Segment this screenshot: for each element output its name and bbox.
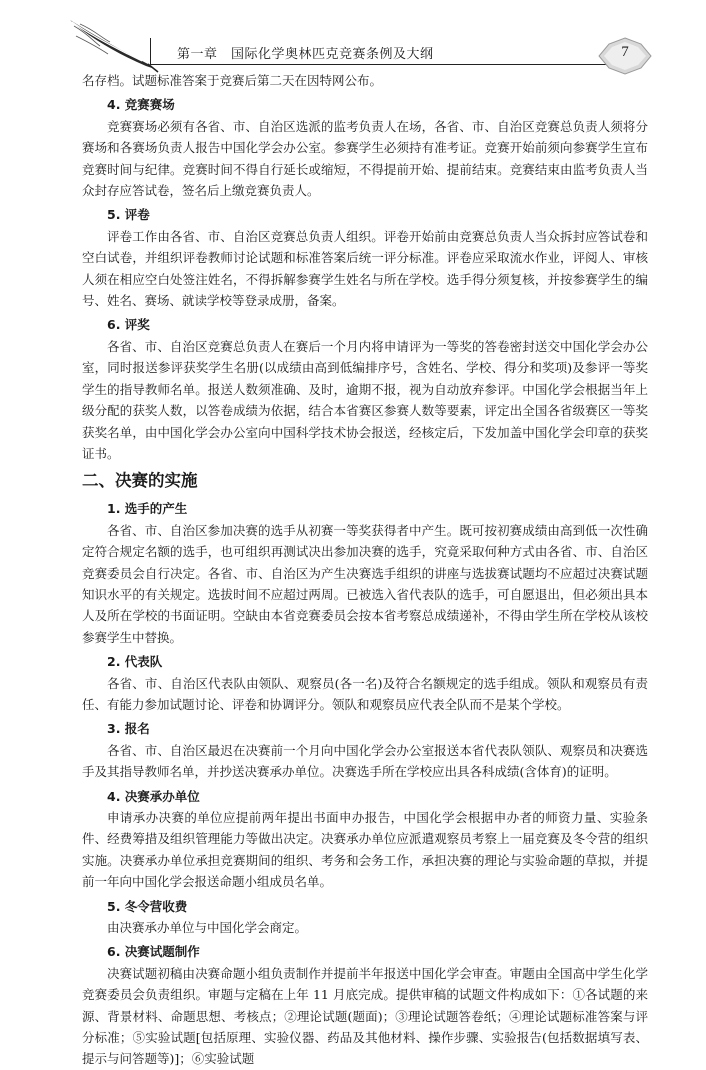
paragraph: 由决赛承办单位与中国化学会商定。 xyxy=(107,920,308,936)
page-number: 7 xyxy=(621,44,629,60)
paragraph: 竞赛赛场必须有各省、市、自治区选派的监考负责人在场，各省、市、自治区竞赛总负责人须将分赛场和各赛场负责人报告中国化学会办公室。参赛学生必须持有准考证。竞赛开始前须向参赛学生宣布竞赛时间与纪律。竞赛时间不得自行延长或缩短，不得提前开始、提前结束。竞赛结束由监考负责人当众封存应答试卷，签名后上缴竞赛负责人。 xyxy=(82,118,648,199)
subsection-heading: 6. 决赛试题制作 xyxy=(107,944,200,960)
subsection-heading: 2. 代表队 xyxy=(107,654,163,670)
paragraph: 评卷工作由各省、市、自治区竞赛总负责人组织。评卷开始前由竞赛总负责人当众拆封应答试卷和空白试卷，并组织评卷教师讨论试题和标准答案后统一评分标准。评卷应采取流水作业，评阅人、审核人须在相应空白处签注姓名，不得拆解参赛学生姓名与所在学校。选手得分须复核，并按参赛学生的编号、姓名、赛场、就读学校等登录成册，备案。 xyxy=(82,228,648,309)
paragraph: 各省、市、自治区参加决赛的选手从初赛一等奖获得者中产生。既可按初赛成绩由高到低一次性确定符合规定名额的选手，也可组织再测试决出参加决赛的选手，究竟采取何种方式由各省、市、自治区竞赛委员会自行决定。各省、市、自治区为产生决赛选手组织的讲座与选拔赛试题均不应超过决赛试题知识水平的有关规定。选拔时间不应超过两周。已被选入省代表队的选手，可自愿退出，但必须出具本人及所在学校的书面证明。空缺由本省竞赛委员会按本省考察总成绩递补，不得由学生所在学校从该校参赛学生中替换。 xyxy=(82,522,648,645)
header-rule xyxy=(150,64,618,65)
subsection-heading: 4. 决赛承办单位 xyxy=(107,788,200,804)
paragraph: 各省、市、自治区代表队由领队、观察员(各一名)及符合名额规定的选手组成。领队和观察员有责任、有能力参加试题讨论、评卷和协调评分。领队和观察员应代表全队而不是某个学校。 xyxy=(82,675,648,712)
quill-pen-icon xyxy=(62,16,162,74)
header-step-line xyxy=(150,38,157,64)
subsection-heading: 1. 选手的产生 xyxy=(107,501,188,517)
paragraph: 各省、市、自治区竞赛总负责人在赛后一个月内将申请评为一等奖的答卷密封送交中国化学会办公室，同时报送参评获奖学生名册(以成绩由高到低编排序号，含姓名、学校、得分和奖项)及参评一等奖学生的指导教师名单。报送人数须准确、及时，逾期不报，视为自动放弃参评。中国化学会根据当年上级分配的获奖人数，以答卷成绩为依据，结合本省赛区参赛人数等要素，评定出全国各省级赛区一等奖获奖名单，由中国化学会办公室向中国科学技术协会报送，经核定后，下发加盖中国化学会印章的获奖证书。 xyxy=(82,338,648,461)
chapter-title: 第一章 国际化学奥林匹克竞赛条例及大纲 xyxy=(177,47,434,62)
subsection-heading: 4. 竞赛赛场 xyxy=(107,97,175,113)
subsection-heading: 6. 评奖 xyxy=(107,317,150,333)
section-heading: 二、决赛的实施 xyxy=(82,471,198,491)
page-header xyxy=(0,0,706,75)
paragraph: 决赛试题初稿由决赛命题小组负责制作并提前半年报送中国化学会审查。审题由全国高中学生化学竞赛委员会负责组织。审题与定稿在上年 11 月底完成。提供审稿的试题文件构成如下：①各试题的来源、背景材料、命题思想、考核点；②理论试题(题面)；③理论试题答卷纸；④理论试题标准答案与评分标准；⑤实验试题[包括原理、实验仪器、药品及其他材料、操作步骤、实验报告(包括数据填写表、提示与问答题等)]；⑥实验试题 xyxy=(82,965,648,1067)
document-body xyxy=(82,70,648,1070)
subsection-heading: 5. 冬令营收费 xyxy=(107,898,188,914)
paragraph: 名存档。试题标准答案于竞赛后第二天在因特网公布。 xyxy=(82,73,383,88)
paragraph: 各省、市、自治区最迟在决赛前一个月向中国化学会办公室报送本省代表队领队、观察员和决赛选手及其指导教师名单，并抄送决赛承办单位。决赛选手所在学校应出具各科成绩(含体育)的证明。 xyxy=(82,742,648,780)
paragraph: 申请承办决赛的单位应提前两年提出书面申办报告，中国化学会根据申办者的师资力量、实验条件、经费筹措及组织管理能力等做出决定。决赛承办单位应派遣观察员考察上一届竞赛及冬令营的组织实施。决赛承办单位承担竞赛期间的组织、考务和会务工作，承担决赛的理论与实验命题的草拟，并提前一年向中国化学会报送命题小组成员名单。 xyxy=(82,810,648,890)
subsection-heading: 3. 报名 xyxy=(107,721,150,737)
subsection-heading: 5. 评卷 xyxy=(107,207,150,223)
